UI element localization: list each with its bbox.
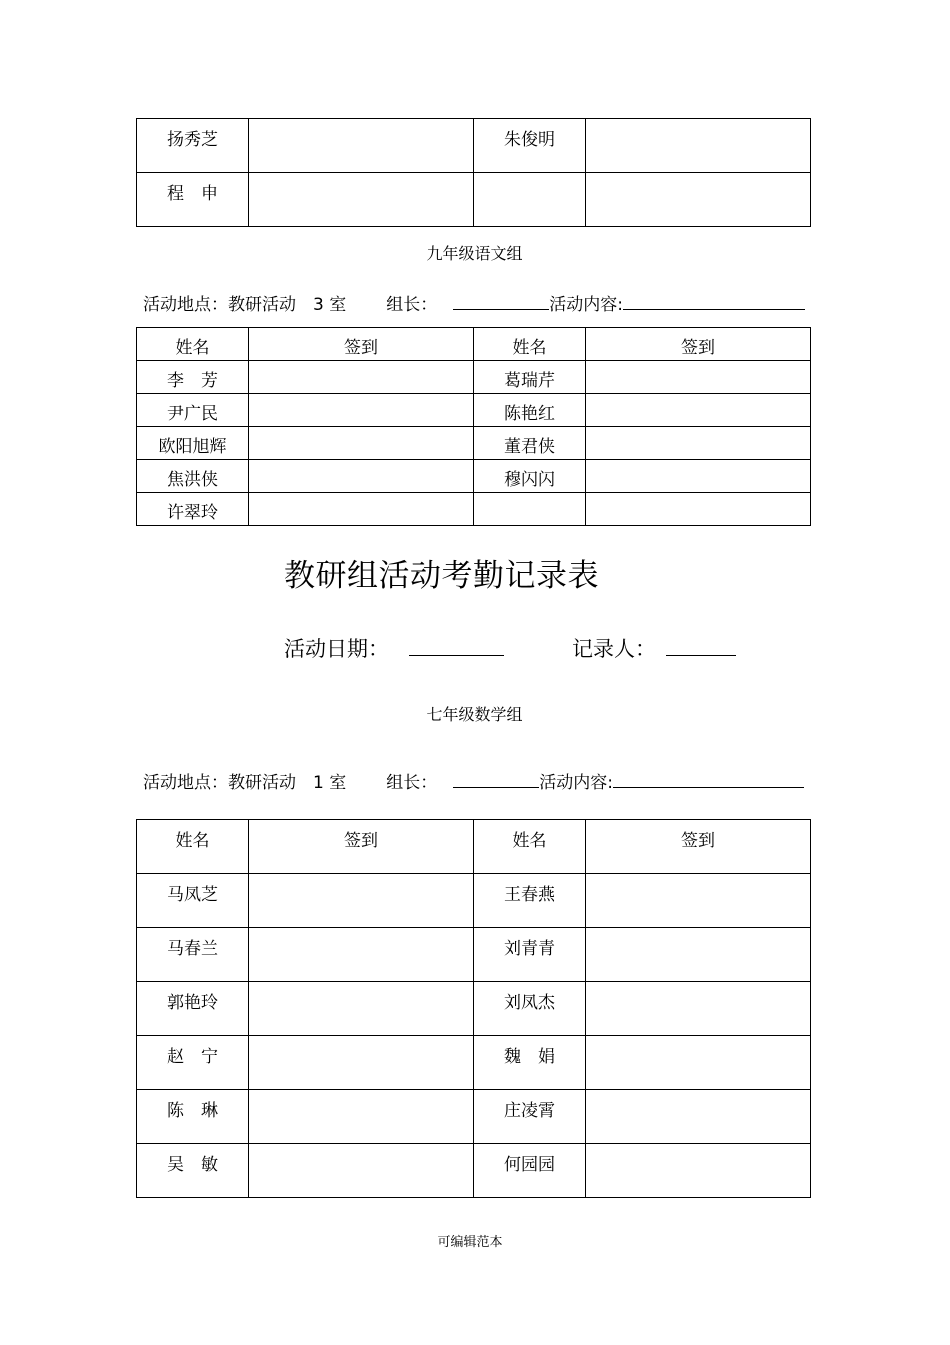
leader-label: 组长： [386,773,438,793]
name-cell [474,982,586,1036]
sign-cell[interactable] [586,460,811,493]
name-cell [474,394,586,427]
top-attendance-table [136,118,811,227]
sign-cell[interactable] [249,394,474,427]
name-cell [474,1090,586,1144]
sign-cell[interactable] [249,928,474,982]
name-cell [474,874,586,928]
name-cell [137,361,249,394]
name-text: 葛瑞芹 [504,371,555,391]
header-sign [586,328,811,361]
location-label: 活动地点： [143,295,228,315]
sign-cell[interactable] [249,1036,474,1090]
name-text: 马春兰 [167,939,218,959]
sign-cell[interactable] [586,361,811,394]
table-row [137,427,811,460]
name-cell [137,1090,249,1144]
name-text: 欧阳旭辉 [158,437,227,457]
name-cell [474,119,586,173]
table-row [137,173,811,227]
header-sign [249,820,474,874]
name-cell [137,874,249,928]
table-row [137,119,811,173]
header-sign [586,820,811,874]
sign-cell[interactable] [586,928,811,982]
name-text: 程 申 [167,184,218,204]
name-cell [137,1036,249,1090]
header-text: 签到 [681,831,715,851]
leader-field[interactable] [453,292,549,310]
sign-cell[interactable] [586,394,811,427]
name-text: 魏 娟 [504,1047,555,1067]
name-cell [474,1036,586,1090]
sign-cell[interactable] [586,874,811,928]
name-cell [474,460,586,493]
sign-cell[interactable] [586,427,811,460]
grade7-info-line [143,768,804,793]
sign-cell[interactable] [586,493,811,526]
content-field[interactable] [623,292,805,310]
sign-cell[interactable] [586,1090,811,1144]
sign-cell[interactable] [586,982,811,1036]
name-cell [137,460,249,493]
table-header-row [137,328,811,361]
name-cell [137,119,249,173]
table-row [137,394,811,427]
name-cell [474,427,586,460]
grade9-attendance-table [136,327,811,526]
sign-cell[interactable] [249,460,474,493]
header-text: 签到 [344,831,378,851]
header-text: 姓名 [512,831,547,851]
name-cell [137,173,249,227]
recorder-line [572,633,736,663]
name-cell [137,394,249,427]
content-label: 活动内容: [539,773,613,793]
date-label: 活动日期： [284,637,389,661]
sign-cell[interactable] [249,173,474,227]
sign-cell[interactable] [586,119,811,173]
name-text: 陈 琳 [167,1101,218,1121]
name-cell [137,493,249,526]
name-text: 王春燕 [504,885,555,905]
date-line [284,633,504,663]
name-cell [137,982,249,1036]
header-name [137,328,249,361]
document-title: 教研组活动考勤记录表 [284,558,599,594]
table-row [137,1090,811,1144]
location-label: 活动地点： [143,773,228,793]
name-cell [137,427,249,460]
name-text: 何园园 [504,1155,555,1175]
name-text: 刘凤杰 [504,993,555,1013]
leader-field[interactable] [453,770,539,788]
table-header-row [137,820,811,874]
name-text: 刘青青 [504,939,555,959]
name-text: 许翠玲 [167,503,218,523]
content-field[interactable] [613,770,804,788]
sign-cell[interactable] [249,874,474,928]
date-field[interactable] [409,635,504,656]
header-text: 签到 [344,338,378,358]
table-row [137,928,811,982]
sign-cell[interactable] [586,1144,811,1198]
grade9-group-title: 九年级语文组 [426,244,523,263]
sign-cell[interactable] [249,119,474,173]
name-text: 李 芳 [167,371,218,391]
table-row [137,874,811,928]
header-name [137,820,249,874]
sign-cell[interactable] [249,1090,474,1144]
sign-cell[interactable] [249,1144,474,1198]
name-cell [137,1144,249,1198]
header-sign [249,328,474,361]
recorder-field[interactable] [666,635,736,656]
name-cell [474,493,586,526]
table-row [137,982,811,1036]
sign-cell[interactable] [249,427,474,460]
sign-cell[interactable] [586,173,811,227]
header-name [474,820,586,874]
sign-cell[interactable] [249,982,474,1036]
header-text: 签到 [681,338,715,358]
name-cell [474,928,586,982]
name-text: 赵 宁 [167,1047,218,1067]
grade9-info-line [143,290,805,315]
name-cell [474,361,586,394]
header-name [474,328,586,361]
name-text: 郭艳玲 [167,993,218,1013]
name-text: 穆闪闪 [504,470,555,490]
table-row [137,361,811,394]
name-text: 尹广民 [167,404,218,424]
location-value: 教研活动 3 室 [228,295,347,315]
sign-cell[interactable] [586,1036,811,1090]
name-text: 焦洪侠 [167,470,218,490]
recorder-label: 记录人： [572,637,656,661]
name-text: 朱俊明 [504,130,555,150]
name-text: 董君侠 [504,437,555,457]
header-text: 姓名 [175,338,210,358]
name-text: 庄凌霄 [504,1101,555,1121]
header-text: 姓名 [175,831,210,851]
table-row [137,493,811,526]
name-cell [474,173,586,227]
leader-label: 组长： [386,295,438,315]
footer-text: 可编辑范本 [437,1235,503,1250]
name-cell [474,1144,586,1198]
name-text: 扬秀芝 [167,130,218,150]
location-value: 教研活动 1 室 [228,773,347,793]
sign-cell[interactable] [249,493,474,526]
name-cell [137,928,249,982]
table-row [137,1036,811,1090]
header-text: 姓名 [512,338,547,358]
table-row [137,1144,811,1198]
name-text: 陈艳红 [504,404,555,424]
name-text: 吴 敏 [167,1155,218,1175]
table-row [137,460,811,493]
sign-cell[interactable] [249,361,474,394]
name-text: 马凤芝 [167,885,218,905]
grade7-group-title: 七年级数学组 [426,705,523,724]
grade7-attendance-table [136,819,811,1198]
content-label: 活动内容: [549,295,623,315]
